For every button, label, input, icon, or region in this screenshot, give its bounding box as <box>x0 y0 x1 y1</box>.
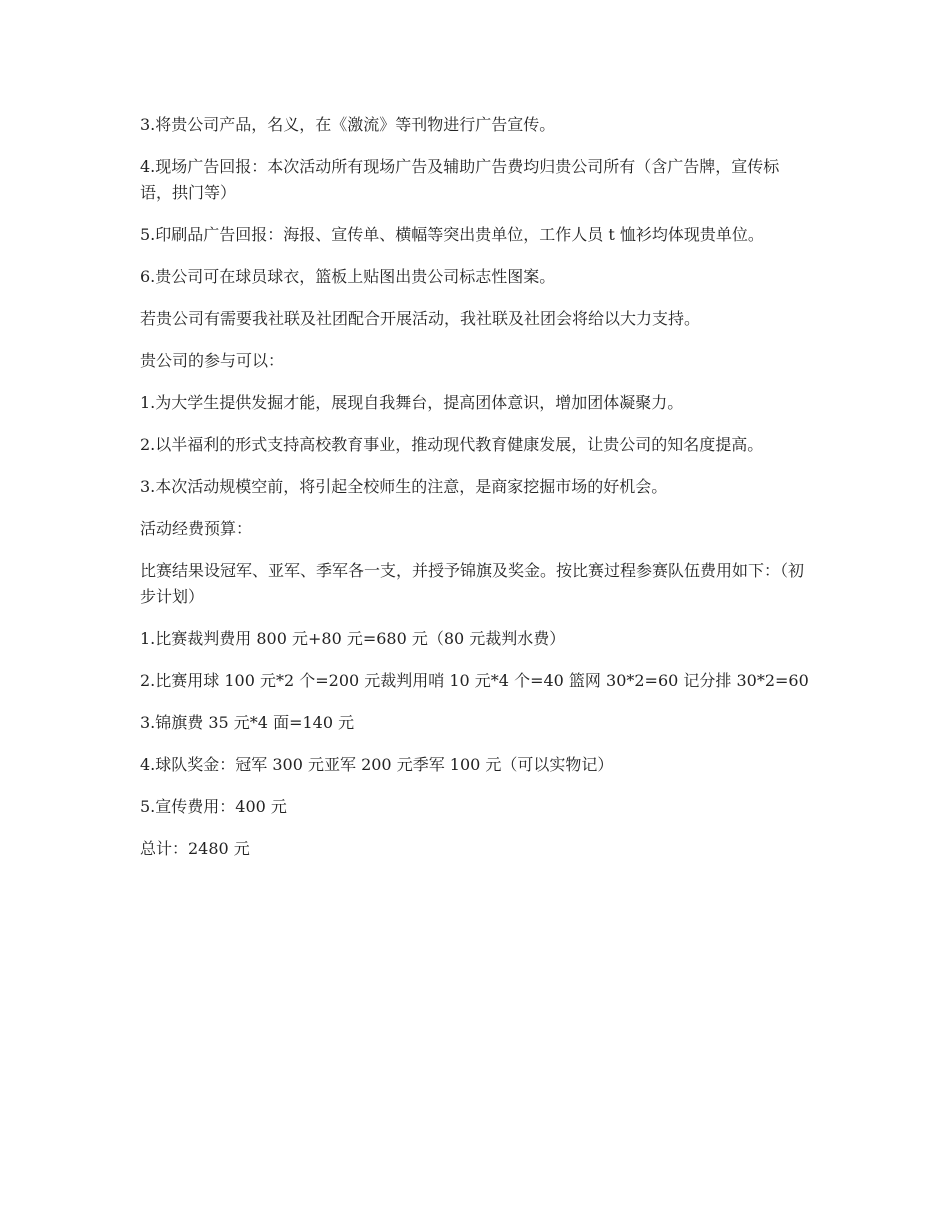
paragraph-participation-heading: 贵公司的参与可以： <box>140 351 285 370</box>
paragraph-benefit-2: 2.以半福利的形式支持高校教育事业，推动现代教育健康发展，让贵公司的知名度提高。 <box>140 435 764 454</box>
paragraph-jersey-logo: 6.贵公司可在球员球衣，篮板上贴图出贵公司标志性图案。 <box>140 267 556 286</box>
paragraph-benefit-1: 1.为大学生提供发掘才能，展现自我舞台，提高团体意识，增加团体凝聚力。 <box>140 393 684 412</box>
paragraph-print-ad-return: 5.印刷品广告回报：海报、宣传单、横幅等突出贵单位，工作人员 t 恤衫均体现贵单位。 <box>140 225 764 244</box>
paragraph-budget-heading: 活动经费预算： <box>140 519 253 538</box>
paragraph-budget-item-1: 1.比赛裁判费用 800 元+80 元=680 元（80 元裁判水费） <box>140 629 566 648</box>
document-body <box>140 112 810 878</box>
paragraph-benefit-3: 3.本次活动规模空前，将引起全校师生的注意，是商家挖掘市场的好机会。 <box>140 477 668 496</box>
paragraph-budget-item-2: 2.比赛用球 100 元*2 个=200 元裁判用哨 10 元*4 个=40 篮网 30*2=60 记分排 30*2=60 <box>140 671 809 690</box>
paragraph-budget-item-5: 5.宣传费用：400 元 <box>140 797 287 816</box>
paragraph-budget-total: 总计：2480 元 <box>140 839 250 858</box>
paragraph-budget-intro: 比赛结果设冠军、亚军、季军各一支，并授予锦旗及奖金。按比赛过程参赛队伍费用如下：（初步计划） <box>140 561 805 606</box>
paragraph-ad-publication: 3.将贵公司产品，名义，在《激流》等刊物进行广告宣传。 <box>140 115 556 134</box>
paragraph-support-statement: 若贵公司有需要我社联及社团配合开展活动，我社联及社团会将给以大力支持。 <box>140 309 701 328</box>
paragraph-budget-item-4: 4.球队奖金：冠军 300 元亚军 200 元季军 100 元（可以实物记） <box>140 755 614 774</box>
paragraph-onsite-ad-return: 4.现场广告回报：本次活动所有现场广告及辅助广告费均归贵公司所有（含广告牌，宣传标语，拱门等） <box>140 157 780 202</box>
paragraph-budget-item-3: 3.锦旗费 35 元*4 面=140 元 <box>140 713 355 732</box>
